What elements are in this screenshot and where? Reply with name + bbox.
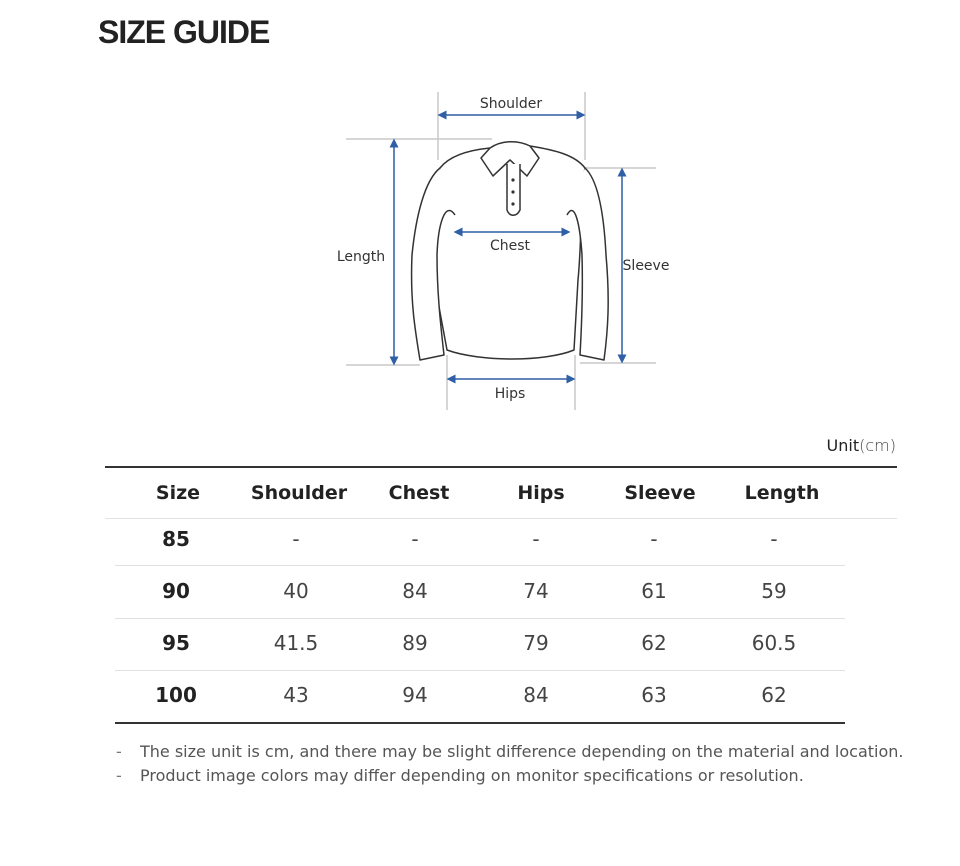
header-shoulder: Shoulder bbox=[250, 482, 348, 504]
note-text: The size unit is cm, and there may be slight difference depending on the material and location. bbox=[140, 742, 904, 761]
shoulder-label: Shoulder bbox=[479, 96, 543, 112]
cell-hips: 79 bbox=[523, 631, 549, 655]
sleeve-label: Sleeve bbox=[622, 258, 670, 274]
size-notes bbox=[116, 740, 904, 788]
cell-size: 90 bbox=[162, 579, 190, 603]
page-title: SIZE GUIDE bbox=[98, 14, 270, 50]
cell-length: 60.5 bbox=[751, 631, 797, 655]
cell-sleeve: 62 bbox=[641, 631, 667, 655]
table-row bbox=[115, 566, 845, 619]
header-sleeve: Sleeve bbox=[624, 482, 696, 504]
cell-size: 100 bbox=[155, 683, 197, 707]
cell-shoulder: 43 bbox=[283, 683, 309, 707]
note-dash: - bbox=[116, 742, 122, 761]
shirt-measurement-diagram bbox=[0, 0, 960, 430]
cell-hips: 74 bbox=[523, 579, 549, 603]
header-hips: Hips bbox=[517, 482, 565, 504]
unit-label bbox=[827, 436, 896, 455]
cell-length: - bbox=[770, 527, 778, 551]
cell-length: 62 bbox=[761, 683, 787, 707]
note-text: Product image colors may differ depending on monitor specifications or resolution. bbox=[140, 766, 804, 785]
cell-chest: 89 bbox=[402, 631, 428, 655]
cell-size: 85 bbox=[162, 527, 190, 551]
unit-value: (cm) bbox=[859, 436, 896, 455]
cell-shoulder: 41.5 bbox=[273, 631, 319, 655]
note-item bbox=[116, 740, 904, 764]
length-label: Length bbox=[336, 249, 386, 265]
table-row bbox=[115, 670, 845, 724]
cell-hips: 84 bbox=[523, 683, 549, 707]
table-row bbox=[115, 618, 845, 671]
cell-shoulder: - bbox=[292, 527, 300, 551]
note-dash: - bbox=[116, 766, 122, 785]
cell-size: 95 bbox=[162, 631, 190, 655]
table-header-row bbox=[105, 468, 897, 519]
cell-chest: - bbox=[411, 527, 419, 551]
cell-chest: 94 bbox=[402, 683, 428, 707]
cell-length: 59 bbox=[761, 579, 787, 603]
note-item bbox=[116, 764, 904, 788]
header-length: Length bbox=[744, 482, 820, 504]
unit-text: Unit bbox=[826, 436, 860, 455]
cell-chest: 84 bbox=[402, 579, 428, 603]
cell-sleeve: 61 bbox=[641, 579, 667, 603]
table-row bbox=[115, 518, 845, 566]
chest-label: Chest bbox=[489, 238, 531, 254]
cell-shoulder: 40 bbox=[283, 579, 309, 603]
hips-label: Hips bbox=[494, 386, 526, 402]
header-size: Size bbox=[155, 482, 201, 504]
cell-hips: - bbox=[532, 527, 540, 551]
cell-sleeve: - bbox=[650, 527, 658, 551]
header-chest: Chest bbox=[388, 482, 450, 504]
cell-sleeve: 63 bbox=[641, 683, 667, 707]
